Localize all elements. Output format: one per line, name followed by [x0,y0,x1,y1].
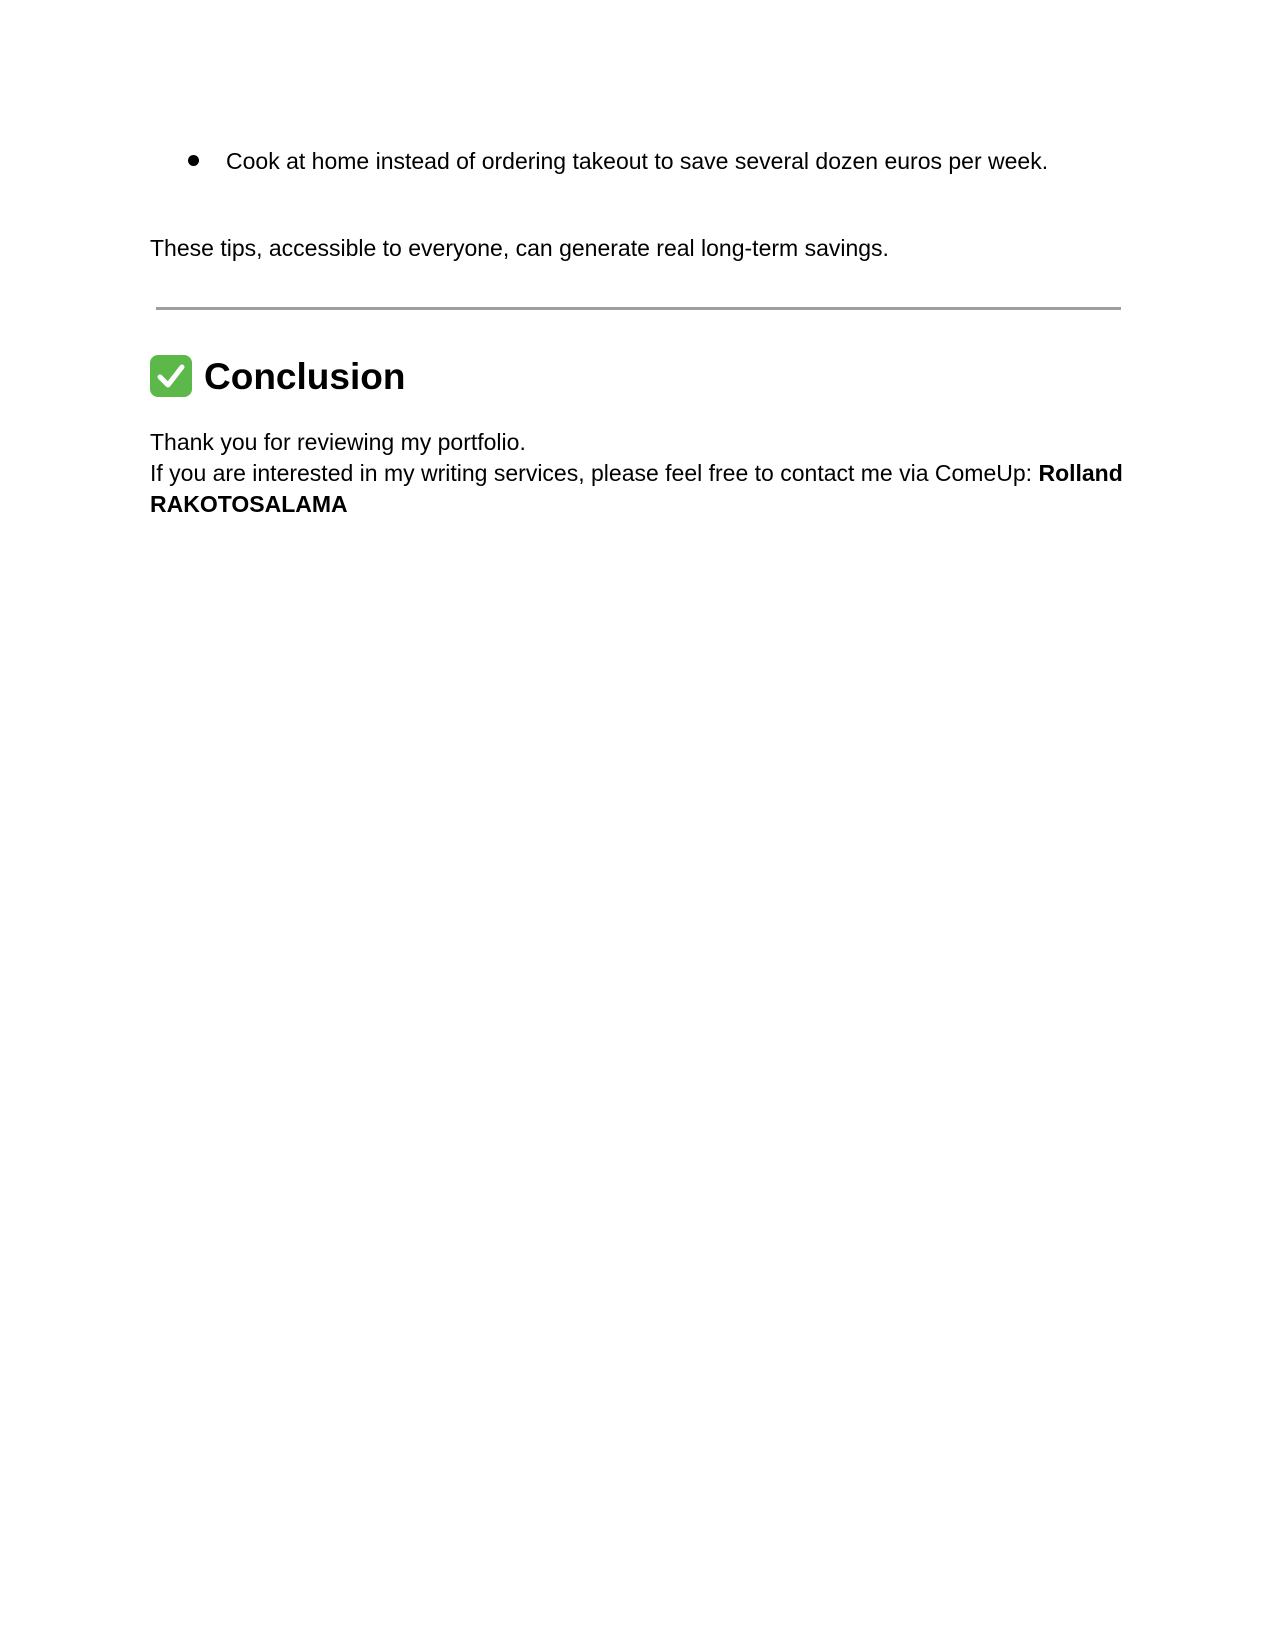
section-heading [150,355,405,400]
horizontal-divider [156,307,1121,310]
check-mark-button-icon [150,355,192,397]
tips-paragraph: These tips, accessible to everyone, can generate real long-term savings. [150,235,889,261]
section-heading-text: Conclusion [204,356,406,397]
contact-paragraph [150,458,1140,520]
bullet-icon [188,155,199,166]
author-name: Rolland RAKOTOSALAMA [150,460,1123,517]
list-item [188,147,1048,175]
contact-text: If you are interested in my writing services, please feel free to contact me via ComeUp: [150,460,1039,486]
list-item-text: Cook at home instead of ordering takeout to save several dozen euros per week. [226,148,1049,174]
thanks-paragraph: Thank you for reviewing my portfolio. [150,429,526,455]
